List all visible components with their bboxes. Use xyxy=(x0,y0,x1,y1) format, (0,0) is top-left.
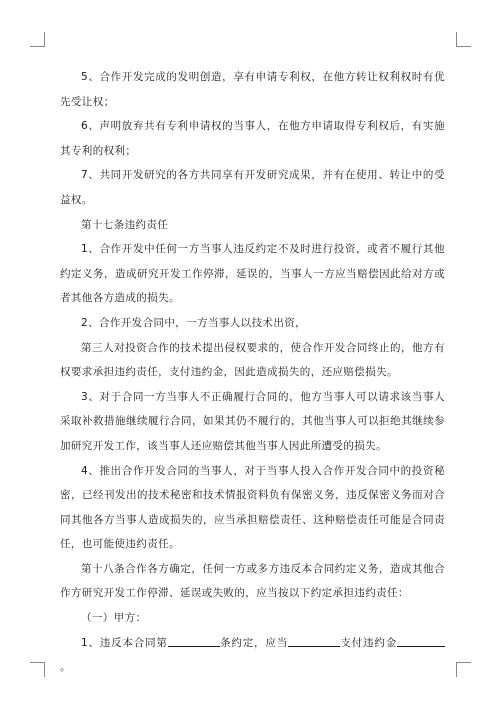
paragraph-party-a: （一）甲方： xyxy=(81,612,147,625)
crop-mark-top-left xyxy=(30,32,45,47)
crop-mark-bottom-right xyxy=(456,662,471,677)
blank-recipient[interactable] xyxy=(288,636,340,647)
paragraph-clause-6: 6、声明放弃共有专利申请权的当事人，在他方申请取得专利权后，有实施其专利的权利； xyxy=(60,120,445,157)
penalty-text-1: 1、违反本合同第 xyxy=(81,636,168,649)
paragraph-liability-1: 1、合作开发中任何一方当事人违反约定不及时进行投资，或者不履行其他约定义务，造成研究开发工作停滞，延误的，当事人一方应当赔偿因此给对方或者其他各方造成的损失。 xyxy=(60,243,445,305)
paragraph-liability-3: 3、对于合同一方当事人不正确履行合同的，他方当事人可以请求该当事人采取补救措施继续履行合同，如果其仍不履行的，其他当事人可以拒绝其继续参加研究开发工作，该当事人还应赔偿其他当事人因此所遭受的损失。 xyxy=(60,390,445,452)
crop-mark-bottom-left xyxy=(30,662,45,677)
section-heading-article-17: 第十七条违约责任 xyxy=(81,218,169,231)
document-body xyxy=(60,65,445,680)
crop-mark-top-right xyxy=(456,32,471,47)
paragraph-penalty-line xyxy=(60,631,445,680)
paragraph-clause-5: 5、合作开发完成的发明创造，享有申请专利权，在他方转让权利权时有优先受让权； xyxy=(60,71,445,108)
penalty-text-4: 。 xyxy=(60,661,71,674)
paragraph-liability-4: 4、推出合作开发合同的当事人，对于当事人投入合作开发合同中的投资秘密，已经刊发出的技术秘密和技术情报资料负有保密义务，违反保密义务而对合同其他各方当事人造成损失的，应当承担赔偿责任、这种赔偿责任可能是合同责任，也可能使违约责任。 xyxy=(60,464,445,551)
penalty-text-3: 支付违约金 xyxy=(340,636,398,649)
blank-amount[interactable] xyxy=(397,636,445,647)
blank-clause-number[interactable] xyxy=(168,636,220,647)
paragraph-liability-2-cont: 第三人对投资合作的技术提出侵权要求的，使合作开发合同终止的，他方有权要求承担违约责任，支付违约金，因此造成损失的，还应赔偿损失。 xyxy=(60,341,445,379)
penalty-text-2: 条约定，应当 xyxy=(219,636,289,649)
paragraph-liability-2: 2、合作开发合同中，一方当事人以技术出资， xyxy=(81,316,307,329)
paragraph-article-18: 第十八条合作各方确定，任何一方或多方违反本合同约定义务，造成其他合作方研究开发工作停滞、延误或失败的，应当按以下约定承担违约责任： xyxy=(60,562,445,600)
paragraph-clause-7: 7、共同开发研究的各方共同享有开发研究成果，并有在使用、转让中的受益权。 xyxy=(60,169,445,206)
